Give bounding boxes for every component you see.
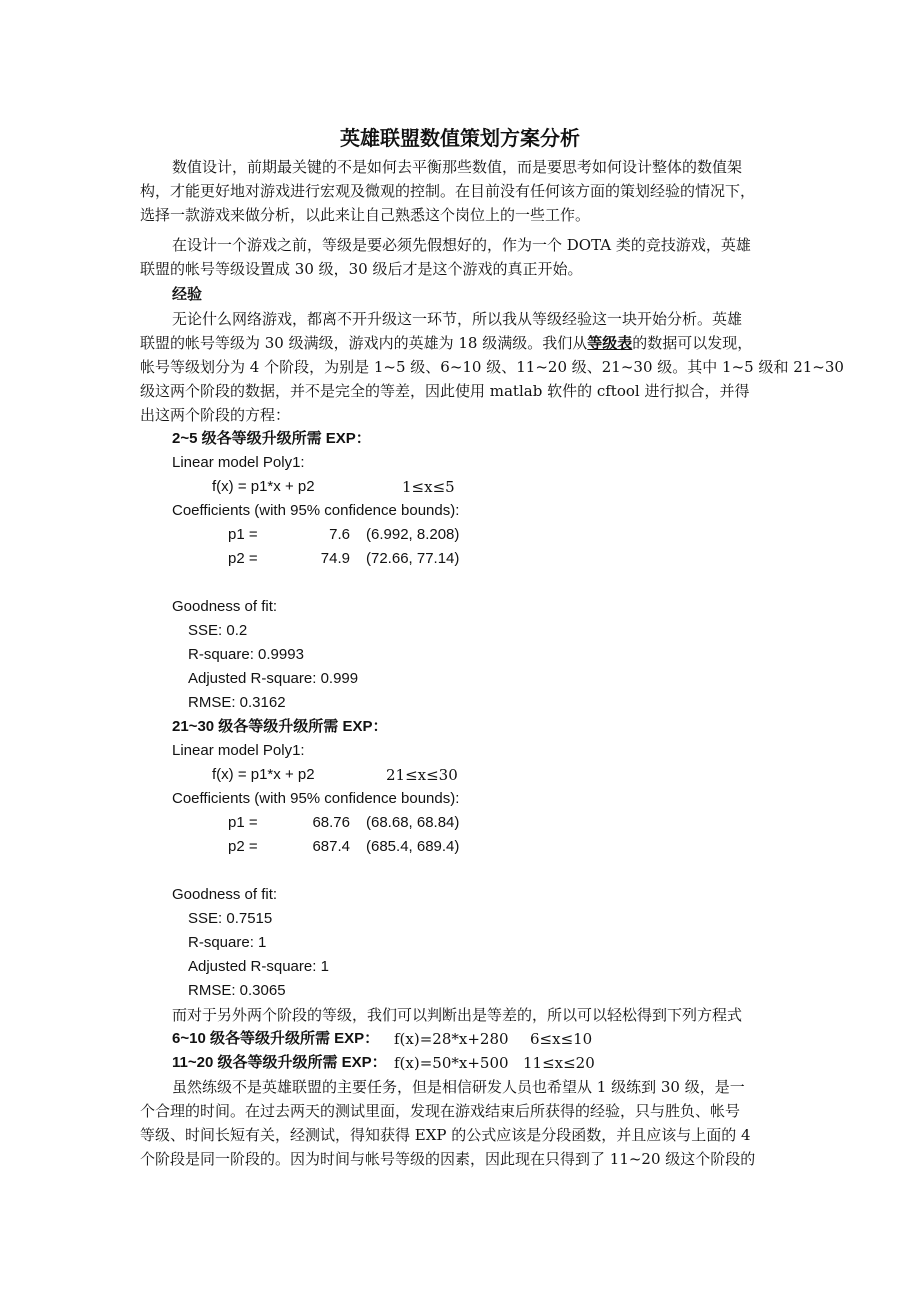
- closing-line-3: 等级、时间长短有关，经测试，得知获得 EXP 的公式应该是分段函数，并且应该与上面的 4: [140, 1126, 751, 1144]
- stage-6-10-label: 6~10 级各等级升级所需 EXP：: [172, 1030, 380, 1047]
- stage-11-20-formula: f(x)=50*x+500: [394, 1054, 509, 1072]
- fit1-p2-value: 74.9: [320, 550, 350, 567]
- intro-line-4: 在设计一个游戏之前，等级是要必须先假想好的，作为一个 DOTA 类的竞技游戏，英雄: [172, 236, 751, 254]
- fit2-coef-header: Coefficients (with 95% confidence bounds):: [172, 790, 460, 807]
- fit1-model: Linear model Poly1:: [172, 454, 305, 471]
- fit1-formula: f(x) = p1*x + p2: [212, 478, 315, 495]
- intro-line-3: 选择一款游戏来做分析，以此来让自己熟悉这个岗位上的一些工作。: [140, 206, 591, 224]
- fit2-p1-value: 68.76: [312, 814, 350, 831]
- closing-line-1: 虽然练级不是英雄联盟的主要任务，但是相信研发人员也希望从 1 级练到 30 级，是一: [172, 1078, 745, 1096]
- exp-para-line-5: 出这两个阶段的方程：: [140, 406, 291, 424]
- exp-para-line-2-text-end: 的数据可以发现，: [632, 334, 753, 352]
- exp-para-line-1: 无论什么网络游戏，都离不开升级这一环节，所以我从等级经验这一块开始分析。英雄: [172, 310, 743, 328]
- other-stages-intro: 而对于另外两个阶段的等级，我们可以判断出是等差的，所以可以轻松得到下列方程式: [172, 1006, 743, 1024]
- fit2-sse: SSE: 0.7515: [188, 910, 273, 927]
- fit1-heading: 2~5 级各等级升级所需 EXP：: [172, 430, 371, 447]
- level-table-link[interactable]: 等级表: [587, 334, 633, 352]
- stage-11-20-label: 11~20 级各等级升级所需 EXP：: [172, 1054, 387, 1071]
- fit2-range: 21≤x≤30: [386, 766, 458, 784]
- section-heading-exp: 经验: [172, 286, 203, 303]
- fit1-range: 1≤x≤5: [402, 478, 455, 496]
- fit1-p2-bounds: (72.66, 77.14): [366, 550, 460, 567]
- intro-line-2: 构，才能更好地对游戏进行宏观及微观的控制。在目前没有任何该方面的策划经验的情况下，: [140, 182, 756, 200]
- exp-para-line-2-text: 联盟的帐号等级为 30 级满级，游戏内的英雄为 18 级满级。我们从: [140, 334, 588, 352]
- document-title: 英雄联盟数值策划方案分析: [340, 126, 580, 150]
- closing-line-4: 个阶段是同一阶段的。因为时间与帐号等级的因素，因此现在只得到了 11~20 级这个阶段的: [140, 1150, 756, 1168]
- stage-6-10-formula: f(x)=28*x+280: [394, 1030, 509, 1048]
- fit1-p1-value: 7.6: [329, 526, 350, 543]
- fit1-coef-header: Coefficients (with 95% confidence bounds):: [172, 502, 460, 519]
- fit2-gof-header: Goodness of fit:: [172, 886, 278, 903]
- exp-para-line-4: 级这两个阶段的数据，并不是完全的等差，因此使用 matlab 软件的 cftool 进行拟合，并得: [140, 382, 750, 400]
- fit2-p2-label: p2 =: [228, 838, 258, 855]
- fit1-adj-rsq: Adjusted R-square: 0.999: [188, 670, 359, 687]
- exp-para-line-2: [140, 331, 752, 355]
- fit1-p1-label: p1 =: [228, 526, 258, 543]
- fit1-rmse: RMSE: 0.3162: [188, 694, 286, 711]
- fit2-heading: 21~30 级各等级升级所需 EXP：: [172, 718, 388, 735]
- fit2-adj-rsq: Adjusted R-square: 1: [188, 958, 329, 975]
- intro-line-5: 联盟的帐号等级设置成 30 级，30 级后才是这个游戏的真正开始。: [140, 260, 583, 278]
- fit2-p2-bounds: (685.4, 689.4): [366, 838, 460, 855]
- exp-para-line-3: 帐号等级划分为 4 个阶段，为别是 1~5 级、6~10 级、11~20 级、21~30 级。其中 1~5 级和 21~30: [140, 358, 844, 376]
- fit1-sse: SSE: 0.2: [188, 622, 248, 639]
- fit2-model: Linear model Poly1:: [172, 742, 305, 759]
- stage-6-10-range: 6≤x≤10: [530, 1030, 593, 1048]
- fit2-p1-bounds: (68.68, 68.84): [366, 814, 460, 831]
- intro-line-1: 数值设计，前期最关键的不是如何去平衡那些数值，而是要思考如何设计整体的数值架: [172, 158, 743, 176]
- fit1-rsq: R-square: 0.9993: [188, 646, 304, 663]
- fit2-rsq: R-square: 1: [188, 934, 267, 951]
- stage-11-20-range: 11≤x≤20: [523, 1054, 595, 1072]
- fit1-gof-header: Goodness of fit:: [172, 598, 278, 615]
- closing-line-2: 个合理的时间。在过去两天的测试里面，发现在游戏结束后所获得的经验，只与胜负、帐号: [140, 1102, 741, 1120]
- fit2-p1-label: p1 =: [228, 814, 258, 831]
- fit2-p2-value: 687.4: [312, 838, 350, 855]
- fit2-formula: f(x) = p1*x + p2: [212, 766, 315, 783]
- fit1-p1-bounds: (6.992, 8.208): [366, 526, 460, 543]
- fit2-rmse: RMSE: 0.3065: [188, 982, 286, 999]
- fit1-p2-label: p2 =: [228, 550, 258, 567]
